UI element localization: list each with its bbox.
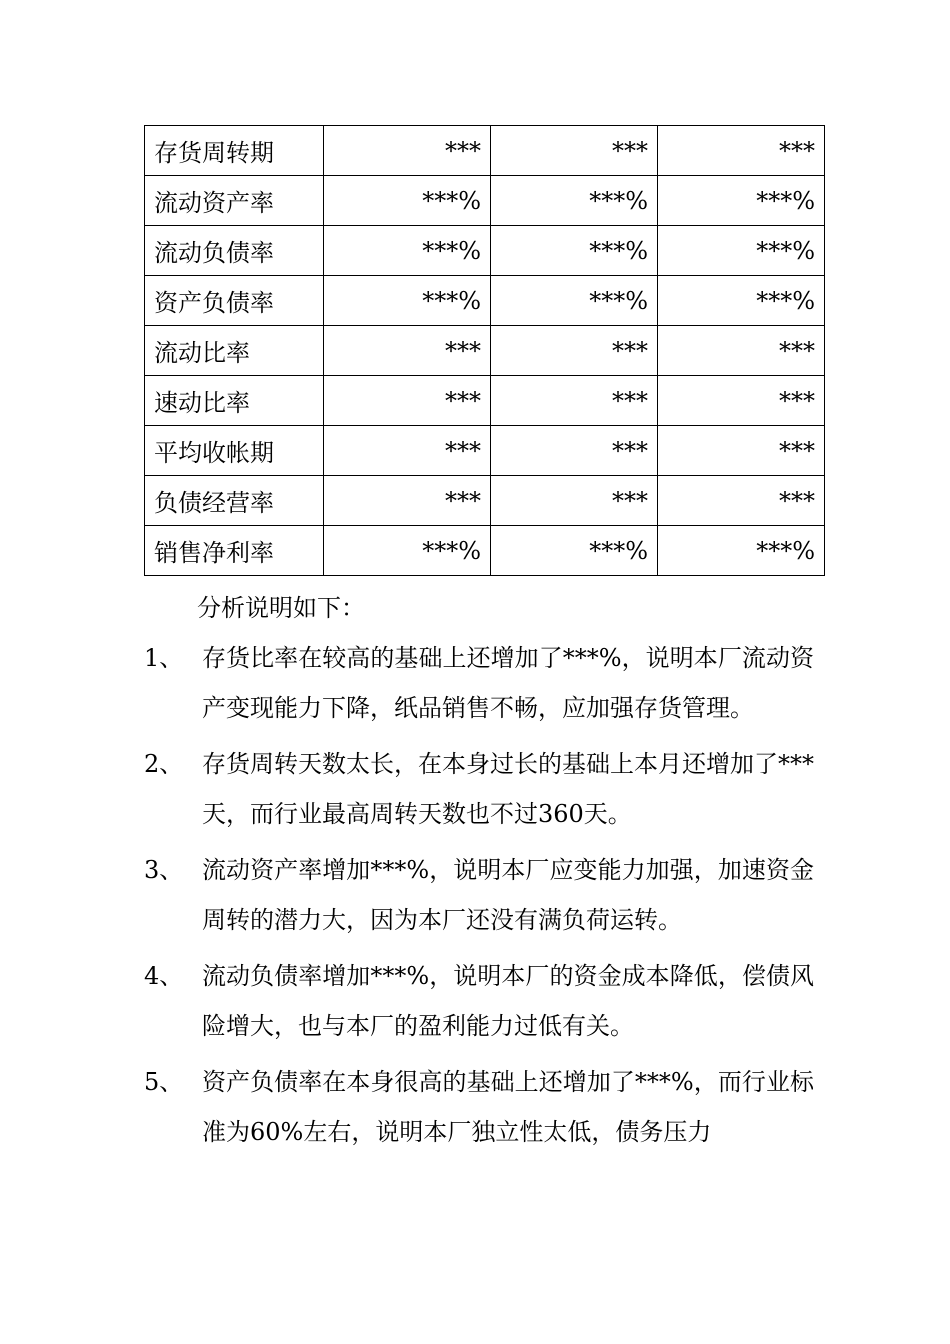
item-text: 存货周转天数太长，在本身过长的基础上本月还增加了***天，而行业最高周转天数也不过360天。 — [202, 750, 814, 828]
row-value: *** — [324, 126, 491, 176]
row-value: *** — [324, 376, 491, 426]
item-text: 流动资产率增加***%，说明本厂应变能力加强，加速资金周转的潜力大，因为本厂还没有满负荷运转。 — [202, 856, 814, 934]
row-label: 资产负债率 — [145, 276, 324, 326]
row-value: ***% — [658, 276, 825, 326]
row-label: 平均收帐期 — [145, 426, 324, 476]
row-label: 存货周转期 — [145, 126, 324, 176]
table-row — [145, 176, 825, 226]
item-text: 资产负债率在本身很高的基础上还增加了***%，而行业标准为60%左右，说明本厂独立性太低，债务压力 — [202, 1068, 814, 1146]
list-item — [144, 951, 814, 1051]
analysis-intro: 分析说明如下： — [197, 594, 365, 622]
row-value: *** — [491, 476, 658, 526]
row-label: 流动资产率 — [145, 176, 324, 226]
row-value: *** — [324, 426, 491, 476]
row-value: *** — [324, 326, 491, 376]
item-number: 2、 — [144, 750, 184, 778]
row-value: ***% — [491, 276, 658, 326]
row-value: ***% — [324, 526, 491, 576]
item-number: 1、 — [144, 644, 184, 672]
list-item — [144, 633, 814, 733]
table-row — [145, 376, 825, 426]
table-row — [145, 126, 825, 176]
row-value: *** — [491, 426, 658, 476]
row-value: ***% — [491, 176, 658, 226]
list-item — [144, 845, 814, 945]
row-label: 流动比率 — [145, 326, 324, 376]
row-value: *** — [491, 326, 658, 376]
row-value: ***% — [324, 276, 491, 326]
table-row — [145, 226, 825, 276]
row-value: ***% — [658, 176, 825, 226]
row-value: *** — [658, 126, 825, 176]
row-label: 速动比率 — [145, 376, 324, 426]
financial-ratio-table — [144, 125, 825, 576]
row-value: *** — [491, 126, 658, 176]
table-row — [145, 426, 825, 476]
row-label: 负债经营率 — [145, 476, 324, 526]
row-value: ***% — [658, 226, 825, 276]
item-number: 5、 — [144, 1068, 184, 1096]
list-item — [144, 739, 814, 839]
row-value: *** — [658, 476, 825, 526]
table-row — [145, 476, 825, 526]
item-number: 3、 — [144, 856, 184, 884]
table-row — [145, 326, 825, 376]
row-value: ***% — [324, 176, 491, 226]
item-text: 流动负债率增加***%，说明本厂的资金成本降低，偿债风险增大，也与本厂的盈利能力过低有关。 — [202, 962, 814, 1040]
row-value: *** — [658, 326, 825, 376]
row-value: *** — [658, 376, 825, 426]
row-label: 流动负债率 — [145, 226, 324, 276]
table-row — [145, 276, 825, 326]
row-label: 销售净利率 — [145, 526, 324, 576]
row-value: ***% — [658, 526, 825, 576]
row-value: ***% — [491, 226, 658, 276]
row-value: *** — [491, 376, 658, 426]
list-item — [144, 1057, 814, 1157]
item-number: 4、 — [144, 962, 184, 990]
item-text: 存货比率在较高的基础上还增加了***%，说明本厂流动资产变现能力下降，纸品销售不畅，应加强存货管理。 — [202, 644, 814, 722]
table-row — [145, 526, 825, 576]
row-value: ***% — [324, 226, 491, 276]
analysis-list — [144, 633, 814, 1163]
row-value: *** — [658, 426, 825, 476]
row-value: ***% — [491, 526, 658, 576]
row-value: *** — [324, 476, 491, 526]
